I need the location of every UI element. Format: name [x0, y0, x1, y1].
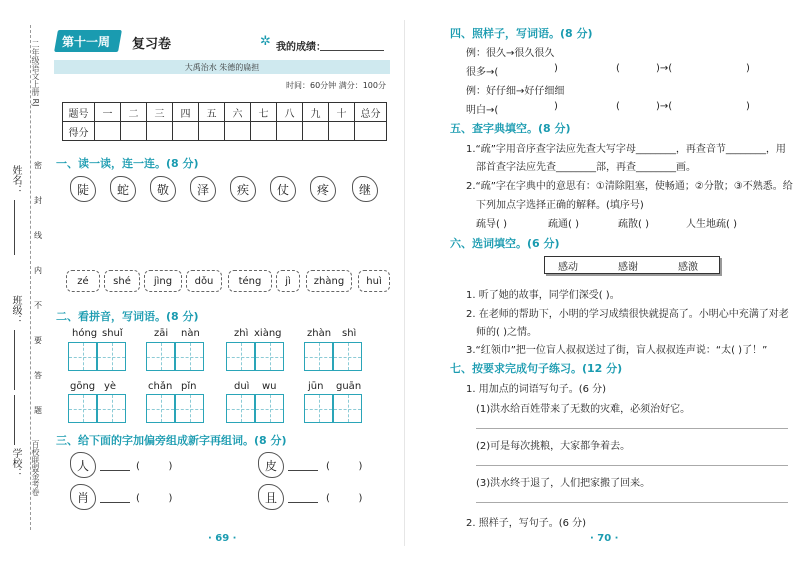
q7-1: 1. 用加点的词语写句子。(6 分): [466, 384, 607, 395]
name-label: 姓名：: [10, 165, 21, 195]
pinyin-label: zhì: [234, 328, 249, 339]
review-title: 复习卷: [132, 37, 172, 52]
q4-1-arrow[interactable]: )→(: [656, 63, 673, 74]
word-bank-item: 感激: [678, 262, 698, 273]
score-star-icon: ✲: [260, 34, 271, 49]
char-flower[interactable]: 陡: [70, 176, 96, 202]
example-2: 例：好仔细→好仔细细: [466, 86, 565, 97]
score-table-header: 题号: [63, 103, 95, 122]
q6-2-line1: 2. 在老师的帮助下，小明的学习成绩很快就提高了。小明心中充满了对老: [466, 309, 789, 320]
radical-answer-line[interactable]: [288, 502, 318, 503]
pinyin-label: xiàng: [254, 328, 282, 339]
score-table-header: 八: [277, 103, 303, 122]
q5-choice[interactable]: 疏通( ): [548, 219, 579, 230]
cut-mark: 线: [34, 231, 42, 240]
score-cell[interactable]: [329, 122, 355, 141]
series-bottom: 百校联盟金考卷: [31, 440, 40, 496]
answer-line[interactable]: [476, 428, 788, 429]
pinyin-label: nàn: [181, 328, 200, 339]
score-cell[interactable]: [303, 122, 329, 141]
writing-grid-cell[interactable]: [175, 394, 204, 423]
section-4-title: 四、照样子，写词语。(8 分): [450, 27, 593, 40]
word-bank-item: 感动: [558, 262, 578, 273]
week-tag-text: 第十一周: [62, 35, 111, 49]
pinyin-label: guān: [336, 381, 362, 392]
radical-word-paren[interactable]: ( ): [136, 493, 173, 504]
writing-grid-cell[interactable]: [304, 342, 333, 371]
section-1-title: 一、读一读，连一连。(8 分): [56, 157, 199, 170]
school-label: 学校：: [10, 448, 21, 478]
class-field[interactable]: [14, 330, 15, 390]
my-score-label: 我的成绩：: [276, 42, 326, 53]
q5-2-line2: 下列加点字选择正确的解释。(填序号): [476, 200, 644, 211]
q6-3: 3.“红领巾”把一位盲人叔叔送过了街，盲人叔叔连声说：“太( )了！”: [466, 345, 768, 356]
class-label: 班级：: [10, 295, 21, 325]
q4-1-close[interactable]: ): [554, 63, 558, 74]
page-left: [44, 0, 400, 566]
pinyin-label: gōng: [70, 381, 96, 392]
char-flower[interactable]: 仗: [270, 176, 296, 202]
char-flower[interactable]: 疼: [310, 176, 336, 202]
q4-1-lead: 很多→(: [466, 67, 499, 78]
q4-2-lead: 明白→(: [466, 105, 499, 116]
writing-grid-cell[interactable]: [146, 394, 175, 423]
radical-word-paren[interactable]: ( ): [326, 493, 363, 504]
writing-grid-cell[interactable]: [97, 342, 126, 371]
q7-1-sub1: (1)洪水给百姓带来了无数的灾难，必须治好它。: [476, 404, 691, 415]
pinyin-label: chǎn: [148, 381, 173, 392]
q7-1-sub2: (2)可是每次挑粮，大家都争着去。: [476, 441, 631, 452]
char-flower[interactable]: 敬: [150, 176, 176, 202]
pinyin-label: zhàn: [307, 328, 332, 339]
writing-grid-cell[interactable]: [146, 342, 175, 371]
pinyin-label: yè: [104, 381, 117, 392]
q6-1: 1. 听了她的故事，同学们深受( )。: [466, 290, 620, 301]
q4-2-mid[interactable]: (: [616, 101, 636, 112]
pinyin-box[interactable]: shé: [104, 270, 140, 292]
cut-mark: 不: [34, 301, 42, 310]
cut-mark: 封: [34, 196, 42, 205]
section-2-title: 二、看拼音，写词语。(8 分): [56, 310, 199, 323]
section-6-title: 六、选词填空。(6 分): [450, 237, 560, 250]
q4-2-close[interactable]: ): [554, 101, 558, 112]
page-number-right: · 70 ·: [590, 533, 619, 544]
q4-1-end[interactable]: ): [746, 63, 750, 74]
q5-1-line1: 1.“疏”字用音序查字法应先查大写字母________，再查音节________，用: [466, 144, 786, 155]
writing-grid-cell[interactable]: [226, 394, 255, 423]
pinyin-box[interactable]: huì: [358, 270, 390, 292]
pinyin-label: hóng: [72, 328, 98, 339]
char-flower[interactable]: 蛇: [110, 176, 136, 202]
cut-mark: 题: [34, 406, 42, 415]
page-divider: [404, 20, 405, 546]
writing-grid-cell[interactable]: [333, 394, 362, 423]
pinyin-label: shuǐ: [102, 328, 123, 339]
radical-answer-line[interactable]: [288, 470, 318, 471]
pinyin-label: jūn: [308, 381, 324, 392]
pinyin-box[interactable]: dǒu: [186, 270, 222, 292]
score-table-header: 七: [251, 103, 277, 122]
q5-1-line2: 部首查字法应先查________部，再查________画。: [476, 162, 696, 173]
score-cell[interactable]: [147, 122, 173, 141]
radical-char: 皮: [258, 452, 284, 478]
score-cell[interactable]: [121, 122, 147, 141]
score-table-header: 一: [95, 103, 121, 122]
pinyin-label: duì: [234, 381, 250, 392]
radical-char: 肖: [70, 484, 96, 510]
answer-line[interactable]: [476, 502, 788, 503]
answer-line[interactable]: [476, 465, 788, 466]
score-cell[interactable]: [225, 122, 251, 141]
score-table-header: 四: [173, 103, 199, 122]
word-bank-item: 感谢: [618, 262, 638, 273]
pinyin-label: wu: [262, 381, 277, 392]
writing-grid-cell[interactable]: [97, 394, 126, 423]
pinyin-label: zāi: [154, 328, 169, 339]
series-top: 二年级语文上册 RJ: [31, 40, 40, 107]
name-field[interactable]: [14, 200, 15, 255]
radical-answer-line[interactable]: [100, 502, 130, 503]
q7-1-sub3: (3)洪水终于退了，人们把家搬了回来。: [476, 478, 651, 489]
score-table-header: 五: [199, 103, 225, 122]
pinyin-box[interactable]: jì: [276, 270, 300, 292]
char-flower[interactable]: 疾: [230, 176, 256, 202]
score-table-row-label: 得分: [63, 122, 95, 141]
my-score-field[interactable]: [320, 50, 384, 51]
pinyin-box[interactable]: zhàng: [306, 270, 352, 292]
radical-word-paren[interactable]: ( ): [136, 461, 173, 472]
pinyin-box[interactable]: téng: [228, 270, 272, 292]
exam-meta: 时间：60分钟 满分：100分: [286, 81, 386, 90]
q5-2-line1: 2.“疏”字在字典中的意思有：①清除阻塞，使畅通；②分散；③不熟悉。给: [466, 181, 793, 192]
score-table-header: 二: [121, 103, 147, 122]
score-table-header: 总分: [355, 103, 387, 122]
score-table: [62, 102, 387, 141]
school-field[interactable]: [14, 395, 15, 445]
score-cell[interactable]: [173, 122, 199, 141]
page-right: [414, 0, 800, 566]
pinyin-box[interactable]: zé: [66, 270, 100, 292]
radical-word-paren[interactable]: ( ): [326, 461, 363, 472]
writing-grid-cell[interactable]: [68, 342, 97, 371]
pinyin-label: pǐn: [181, 381, 197, 392]
radical-char: 人: [70, 452, 96, 478]
writing-grid-cell[interactable]: [304, 394, 333, 423]
example-1: 例：很久→很久很久: [466, 48, 555, 59]
score-table-header: 九: [303, 103, 329, 122]
q7-2: 2. 照样子，写句子。(6 分): [466, 518, 587, 529]
char-flower[interactable]: 继: [352, 176, 378, 202]
writing-grid-cell[interactable]: [226, 342, 255, 371]
q4-1-mid[interactable]: (: [616, 63, 636, 74]
radical-answer-line[interactable]: [100, 470, 130, 471]
cut-mark: 密: [34, 161, 42, 170]
writing-grid-cell[interactable]: [175, 342, 204, 371]
pinyin-box[interactable]: jìng: [144, 270, 182, 292]
score-cell[interactable]: [355, 122, 387, 141]
q4-2-end[interactable]: ): [746, 101, 750, 112]
q4-2-arrow[interactable]: )→(: [656, 101, 673, 112]
writing-grid-cell[interactable]: [68, 394, 97, 423]
radical-char: 且: [258, 484, 284, 510]
binding-margin: [0, 0, 44, 566]
cut-mark: 答: [34, 371, 42, 380]
score-cell[interactable]: [199, 122, 225, 141]
q5-choice[interactable]: 人生地疏( ): [686, 219, 737, 230]
cut-mark: 内: [34, 266, 42, 275]
pinyin-label: shì: [342, 328, 357, 339]
section-5-title: 五、查字典填空。(8 分): [450, 122, 571, 135]
writing-grid-cell[interactable]: [255, 394, 284, 423]
writing-grid-cell[interactable]: [255, 342, 284, 371]
score-table-header: 三: [147, 103, 173, 122]
score-table-header: 六: [225, 103, 251, 122]
cut-mark: 要: [34, 336, 42, 345]
q5-choice[interactable]: 疏导( ): [476, 219, 507, 230]
score-cell[interactable]: [251, 122, 277, 141]
page-number-left: · 69 ·: [208, 533, 237, 544]
q5-choice[interactable]: 疏散( ): [618, 219, 649, 230]
score-cell[interactable]: [277, 122, 303, 141]
section-3-title: 三、给下面的字加偏旁组成新字再组词。(8 分): [56, 434, 287, 447]
score-table-header: 十: [329, 103, 355, 122]
section-7-title: 七、按要求完成句子练习。(12 分): [450, 362, 623, 375]
char-flower[interactable]: 泽: [190, 176, 216, 202]
q6-2-line2: 师的( )之情。: [476, 327, 537, 338]
score-cell[interactable]: [95, 122, 121, 141]
writing-grid-cell[interactable]: [333, 342, 362, 371]
lesson-banner-text: 大禹治水 朱德的扁担: [184, 63, 260, 72]
